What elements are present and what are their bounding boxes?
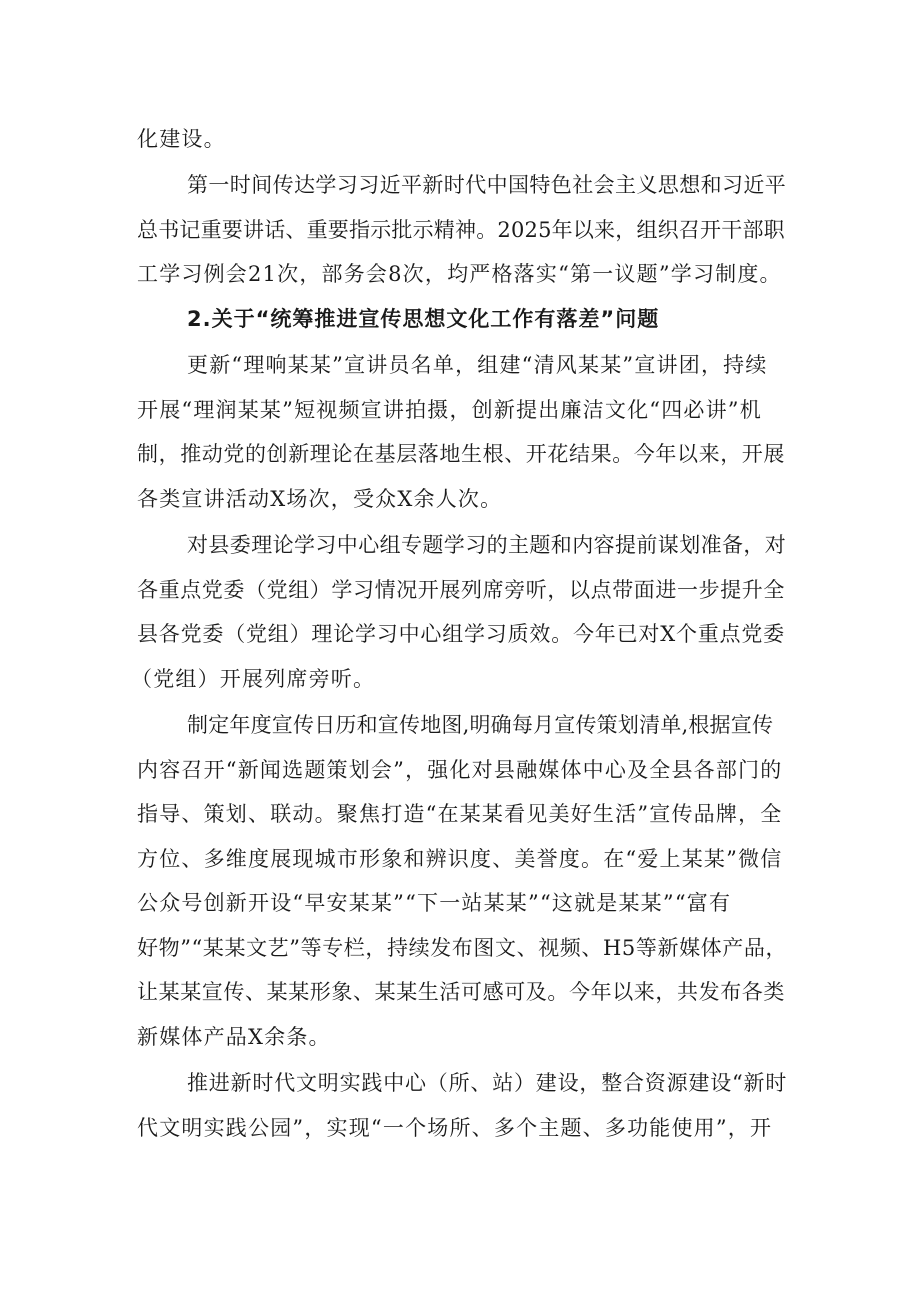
text-line: 工学习例会21次，部务会8次，均严格落实“第一议题”学习制度。	[137, 262, 782, 286]
text-line: 各重点党委（党组）学习情况开展列席旁听，以点带面进一步提升全	[137, 578, 785, 602]
text-line: 指导、策划、联动。聚焦打造“在某某看见美好生活”宣传品牌，全	[137, 802, 783, 826]
paragraph-first-line: 对县委理论学习中心组专题学习的主题和内容提前谋划准备，对	[187, 533, 787, 557]
paragraph-first-line: 推进新时代文明实践中心（所、站）建设，整合资源建设“新时	[187, 1071, 788, 1095]
section-heading: 2.关于“统筹推进宣传思想文化工作有落差”问题	[187, 307, 660, 331]
text-line: 开展“理润某某”短视频宣讲拍摄，创新提出廉洁文化“四必讲”机	[137, 398, 762, 422]
paragraph-first-line: 第一时间传达学习习近平新时代中国特色社会主义思想和习近平	[187, 173, 787, 197]
paragraph-first-line: 更新“理响某某”宣讲员名单，组建“清风某某”宣讲团，持续	[187, 353, 768, 377]
text-line: 新媒体产品X余条。	[137, 1025, 331, 1049]
text-line: 方位、多维度展现城市形象和辨识度、美誉度。在“爱上某某”微信	[137, 847, 783, 871]
text-line: （党组）开展列席旁听。	[131, 667, 376, 691]
text-line: 县各党委（党组）理论学习中心组学习质效。今年已对X个重点党委	[137, 622, 785, 646]
text-line: 制，推动党的创新理论在基层落地生根、开花结果。今年以来，开展	[137, 442, 785, 466]
text-line: 总书记重要讲话、重要指示批示精神。2025年以来，组织召开干部职	[137, 218, 785, 242]
paragraph-first-line: 制定年度宣传日历和宣传地图,明确每月宣传策划清单,根据宣传	[187, 713, 774, 737]
text-line: 让某某宣传、某某形象、某某生活可感可及。今年以来，共发布各类	[137, 980, 785, 1004]
text-line: 代文明实践公园”，实现“一个场所、多个主题、多功能使用”，开	[137, 1116, 773, 1140]
text-line: 内容召开“新闻选题策划会”，强化对县融媒体中心及全县各部门的	[137, 758, 783, 782]
text-line: 化建设。	[137, 127, 226, 151]
text-line: 公众号创新开设“早安某某”“下一站某某”“这就是某某”“富有	[137, 891, 732, 915]
text-line: 好物”“某某文艺”等专栏，持续发布图文、视频、H5等新媒体产品，	[137, 936, 788, 960]
text-line: 各类宣讲活动X场次，受众X余人次。	[137, 487, 503, 511]
